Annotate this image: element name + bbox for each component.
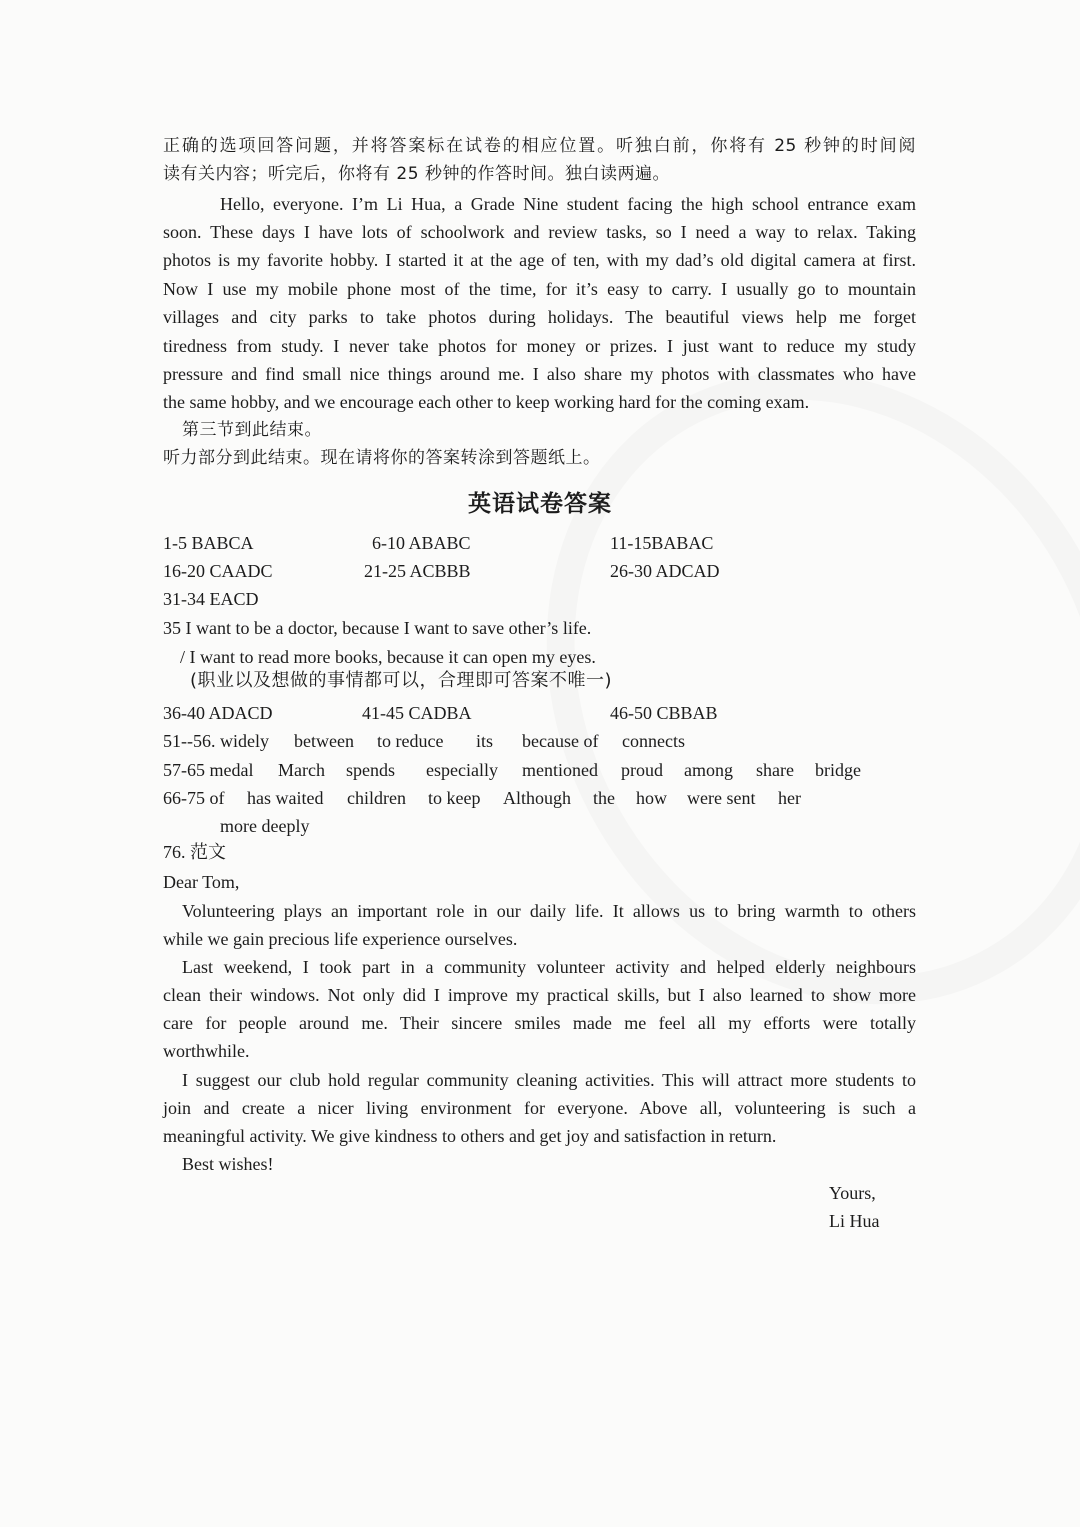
answer-group: 16-20 CAADC (163, 561, 273, 581)
essay-sign-off: Yours, (829, 1183, 876, 1203)
intro-line-1: 正确的选项回答问题，并将答案标在试卷的相应位置。听独白前，你将有 25 秒钟的时间阅 (163, 136, 916, 156)
essay-line: worthwhile. (163, 1041, 250, 1061)
word-answer: the (593, 788, 615, 808)
word-answer: 51--56. widely (163, 731, 269, 751)
section-end-text: 第三节到此结束。 (182, 420, 322, 440)
answer-group: 36-40 ADACD (163, 703, 273, 723)
monologue-line: photos is my favorite hobby. I started it at the age of ten, with my dad’s old digital camera at first. (163, 250, 916, 270)
word-answer: especially (426, 760, 498, 780)
monologue-line: the same hobby, and we encourage each other to keep working hard for the coming exam. (163, 392, 810, 412)
word-answer: more deeply (220, 816, 310, 836)
answer-group: 11-15BABAC (610, 533, 714, 553)
monologue-line: villages and city parks to take photos during holidays. The beautiful views help me forget (163, 307, 916, 327)
intro-line-2: 读有关内容；听完后，你将有 25 秒钟的作答时间。独白读两遍。 (163, 164, 670, 184)
essay-signature: Li Hua (829, 1211, 880, 1231)
essay-closing: Best wishes! (182, 1154, 274, 1174)
word-answer: between (294, 731, 354, 751)
answer-35-note: (职业以及想做的事情都可以，合理即可答案不唯一) (190, 670, 613, 691)
word-answer: spends (346, 760, 395, 780)
essay-line: I suggest our club hold regular community cleaning activities. This will attract more students to (182, 1070, 916, 1090)
answer-group: 6-10 ABABC (372, 533, 471, 553)
essay-line: join and create a nicer living environment for everyone. Above all, volunteering is such a (163, 1098, 916, 1118)
answer-35: 35 I want to be a doctor, because I want to save other’s life. (163, 618, 592, 638)
monologue-line: Hello, everyone. I’m Li Hua, a Grade Nine student facing the high school entrance exam (220, 194, 916, 214)
monologue-line: pressure and find small nice things around me. I also share my photos with classmates who have (163, 364, 916, 384)
essay-label: 76. 范文 (163, 842, 226, 862)
essay-line: care for people around me. Their sincere smiles made me feel all my efforts were totally (163, 1013, 916, 1033)
word-answer: its (476, 731, 494, 751)
answer-group: 31-34 EACD (163, 589, 259, 609)
word-answer: because of (522, 731, 599, 751)
answer-group: 41-45 CADBA (362, 703, 472, 723)
word-answer: March (278, 760, 325, 780)
word-answer: children (347, 788, 406, 808)
word-answer: mentioned (522, 760, 598, 780)
answer-group: 21-25 ACBBB (364, 561, 471, 581)
word-answer: how (636, 788, 667, 808)
monologue-line: Now I use my mobile phone most of the time, for it’s easy to carry. I usually go to mountain (163, 279, 916, 299)
word-answer: share (756, 760, 794, 780)
answer-group: 46-50 CBBAB (610, 703, 718, 723)
essay-line: meaningful activity. We give kindness to others and get joy and satisfaction in return. (163, 1126, 777, 1146)
word-answer: her (778, 788, 801, 808)
word-answer: proud (621, 760, 663, 780)
essay-line: while we gain precious life experience ourselves. (163, 929, 518, 949)
monologue-line: soon. These days I have lots of schoolwork and review tasks, so I need a way to relax. Taking (163, 222, 916, 242)
word-answer: Although (503, 788, 572, 808)
word-answer: were sent (687, 788, 756, 808)
essay-line: Volunteering plays an important role in our daily life. It allows us to bring warmth to others (182, 901, 916, 921)
word-answer: bridge (815, 760, 861, 780)
answer-group: 1-5 BABCA (163, 533, 254, 553)
word-answer: to reduce (377, 731, 444, 751)
essay-line: Last weekend, I took part in a community volunteer activity and helped elderly neighbours (182, 957, 916, 977)
essay-line: clean their windows. Not only did I improve my practical skills, but I also learned to show more (163, 985, 916, 1005)
listening-end-text: 听力部分到此结束。现在请将你的答案转涂到答题纸上。 (163, 448, 601, 468)
word-answer: among (684, 760, 733, 780)
answer-35-alt: / I want to read more books, because it can open my eyes. (180, 647, 596, 667)
word-answer: 66-75 of (163, 788, 225, 808)
essay-greeting: Dear Tom, (163, 872, 240, 892)
word-answer: connects (622, 731, 685, 751)
word-answer: 57-65 medal (163, 760, 254, 780)
answer-key-title: 英语试卷答案 (468, 491, 612, 517)
answer-group: 26-30 ADCAD (610, 561, 720, 581)
word-answer: to keep (428, 788, 481, 808)
monologue-line: tiredness from study. I never take photos for money or prizes. I just want to reduce my study (163, 336, 916, 356)
word-answer: has waited (247, 788, 324, 808)
